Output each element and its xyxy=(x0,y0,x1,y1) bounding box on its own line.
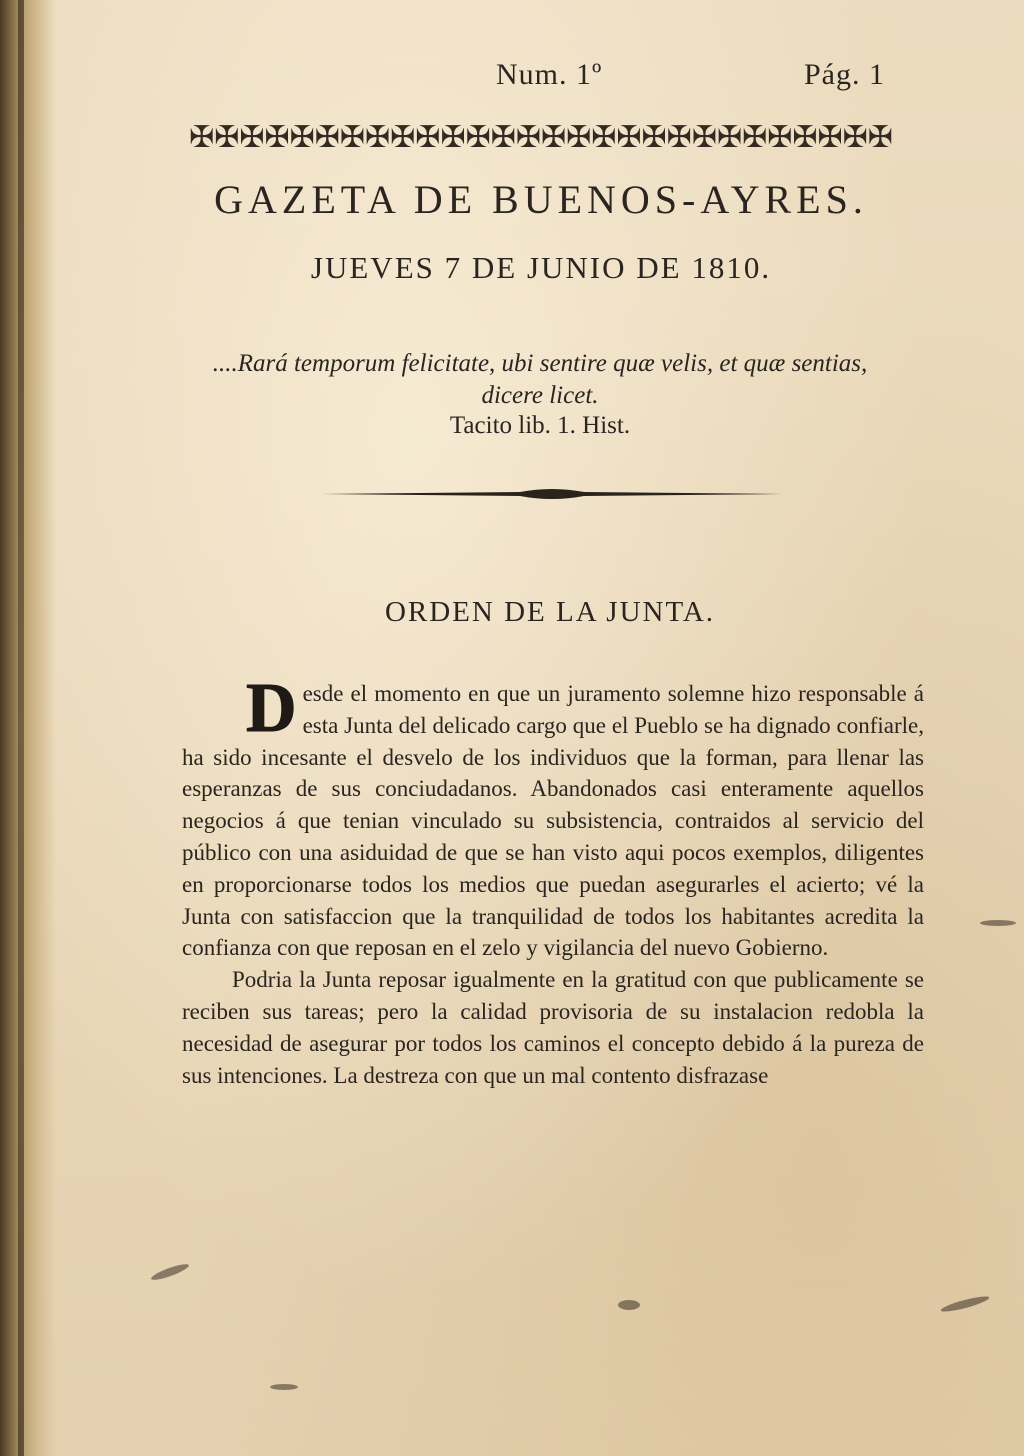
drop-cap: D xyxy=(246,670,297,747)
page-header xyxy=(490,58,910,94)
issue-number: Num. 1º xyxy=(496,58,603,91)
decorative-rule xyxy=(320,480,784,508)
paper-stain xyxy=(270,1384,298,1390)
epigraph-attribution: Tacito lib. 1. Hist. xyxy=(449,412,631,439)
paper-stain xyxy=(980,920,1016,926)
article-title: ORDEN DE LA JUNTA. xyxy=(384,596,716,628)
paragraph-2: Podria la Junta reposar igualmente en la gratitud con que publicamente se reciben sus tareas; pero la calidad provisoria de su instalacion redobla la necesidad de asegurar por todos los caminos el concepto debido á la pureza de sus intenciones. La destreza con que un mal contento disfrazase xyxy=(182,967,924,1088)
book-spine xyxy=(0,0,56,1456)
masthead-title: GAZETA DE BUENOS-AYRES. xyxy=(214,177,868,222)
article-body xyxy=(182,670,924,1091)
masthead-date: JUEVES 7 DE JUNIO DE 1810. xyxy=(310,250,772,285)
page-number: Pág. 1 xyxy=(804,58,885,91)
paragraph-1-text: esde el momento en que un juramento solemne hizo responsable á esta Junta del delicado cargo que el Pueblo se ha dignado confiarle, ha sido incesante el desvelo de los individuos que la forman, para llenar las esperanzas de sus conciudadanos. Abandonados casi enteramente aquellos negocios á que tenian vinculado su subsistencia, contraidos al servicio del público con una asiduidad de que se han visto aqui pocos exemplos, diligentes en proporcionarse todos los medios que puedan asegurarles el acierto; vé la Junta con satisfaccion que la tranquilidad de todos los habitantes acredita la confianza con que reposan en el zelo y vigilancia del nuevo Gobierno. xyxy=(182,681,924,961)
paragraph-1 xyxy=(182,670,924,964)
paper-stain xyxy=(150,1261,190,1282)
paper-stain xyxy=(618,1300,640,1310)
paper-stain xyxy=(940,1294,990,1315)
ornamental-border: ✠✠✠✠✠✠✠✠✠✠✠✠✠✠✠✠✠✠✠✠✠✠✠✠✠✠✠✠ xyxy=(189,121,893,154)
epigraph-quote: ....Rará temporum felicitate, ubi sentire quæ velis, et quæ sentias, dicere licet. xyxy=(212,350,868,409)
spine-edge xyxy=(18,0,24,1456)
